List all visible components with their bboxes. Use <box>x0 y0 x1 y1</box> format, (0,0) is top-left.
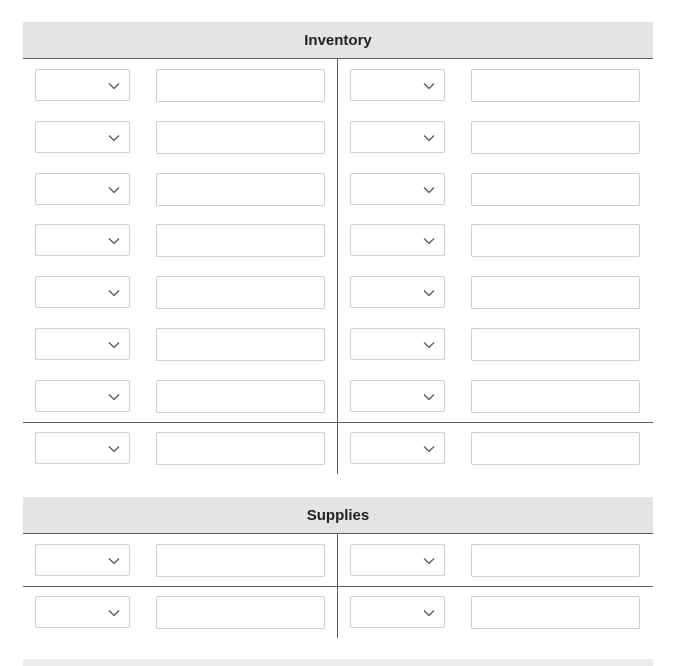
inventory-grid <box>23 59 653 474</box>
chevron-down-icon <box>422 606 436 620</box>
right-amount-input[interactable] <box>471 380 640 413</box>
right-amount-input[interactable] <box>471 173 640 206</box>
chevron-down-icon <box>107 286 121 300</box>
chevron-down-icon <box>107 131 121 145</box>
left-amount-input[interactable] <box>156 380 325 413</box>
chevron-down-icon <box>107 442 121 456</box>
right-account-select[interactable] <box>350 432 445 464</box>
chevron-down-icon <box>107 338 121 352</box>
right-account-select[interactable] <box>350 224 445 256</box>
left-account-select[interactable] <box>35 121 130 153</box>
chevron-down-icon <box>422 286 436 300</box>
left-amount-input[interactable] <box>156 328 325 361</box>
right-account-select[interactable] <box>350 596 445 628</box>
left-amount-input[interactable] <box>156 121 325 154</box>
chevron-down-icon <box>422 442 436 456</box>
inventory-entry-row <box>23 380 653 414</box>
right-amount-input[interactable] <box>471 328 640 361</box>
right-account-select[interactable] <box>350 173 445 205</box>
inventory-section <box>23 22 653 474</box>
chevron-down-icon <box>422 390 436 404</box>
supplies-entry-row <box>23 596 653 630</box>
left-account-select[interactable] <box>35 544 130 576</box>
inventory-entry-row <box>23 121 653 155</box>
left-account-select[interactable] <box>35 432 130 464</box>
left-account-select[interactable] <box>35 224 130 256</box>
chevron-down-icon <box>422 234 436 248</box>
total-separator-line <box>23 422 653 423</box>
inventory-entry-row <box>23 276 653 310</box>
left-amount-input[interactable] <box>156 173 325 206</box>
chevron-down-icon <box>422 338 436 352</box>
right-account-select[interactable] <box>350 328 445 360</box>
supplies-section <box>23 497 653 638</box>
left-account-select[interactable] <box>35 69 130 101</box>
right-amount-input[interactable] <box>471 544 640 577</box>
right-account-select[interactable] <box>350 121 445 153</box>
next-section-header <box>23 659 653 666</box>
left-amount-input[interactable] <box>156 544 325 577</box>
chevron-down-icon <box>422 554 436 568</box>
supplies-entry-row <box>23 544 653 578</box>
left-amount-input[interactable] <box>156 432 325 465</box>
inventory-entry-row <box>23 328 653 362</box>
right-amount-input[interactable] <box>471 432 640 465</box>
supplies-header: Supplies <box>23 497 653 534</box>
right-account-select[interactable] <box>350 544 445 576</box>
chevron-down-icon <box>422 79 436 93</box>
right-amount-input[interactable] <box>471 596 640 629</box>
chevron-down-icon <box>422 131 436 145</box>
left-account-select[interactable] <box>35 276 130 308</box>
right-amount-input[interactable] <box>471 224 640 257</box>
left-account-select[interactable] <box>35 328 130 360</box>
right-account-select[interactable] <box>350 380 445 412</box>
left-amount-input[interactable] <box>156 69 325 102</box>
supplies-grid <box>23 534 653 638</box>
chevron-down-icon <box>107 234 121 248</box>
chevron-down-icon <box>422 183 436 197</box>
chevron-down-icon <box>107 79 121 93</box>
inventory-entry-row <box>23 224 653 258</box>
right-amount-input[interactable] <box>471 276 640 309</box>
right-account-select[interactable] <box>350 276 445 308</box>
chevron-down-icon <box>107 183 121 197</box>
chevron-down-icon <box>107 606 121 620</box>
left-account-select[interactable] <box>35 380 130 412</box>
inventory-entry-row <box>23 173 653 207</box>
total-separator-line <box>23 586 653 587</box>
inventory-header: Inventory <box>23 22 653 59</box>
left-amount-input[interactable] <box>156 224 325 257</box>
left-account-select[interactable] <box>35 173 130 205</box>
chevron-down-icon <box>107 554 121 568</box>
left-account-select[interactable] <box>35 596 130 628</box>
right-account-select[interactable] <box>350 69 445 101</box>
chevron-down-icon <box>107 390 121 404</box>
right-amount-input[interactable] <box>471 121 640 154</box>
left-amount-input[interactable] <box>156 276 325 309</box>
left-amount-input[interactable] <box>156 596 325 629</box>
right-amount-input[interactable] <box>471 69 640 102</box>
inventory-entry-row <box>23 432 653 466</box>
inventory-entry-row <box>23 69 653 103</box>
